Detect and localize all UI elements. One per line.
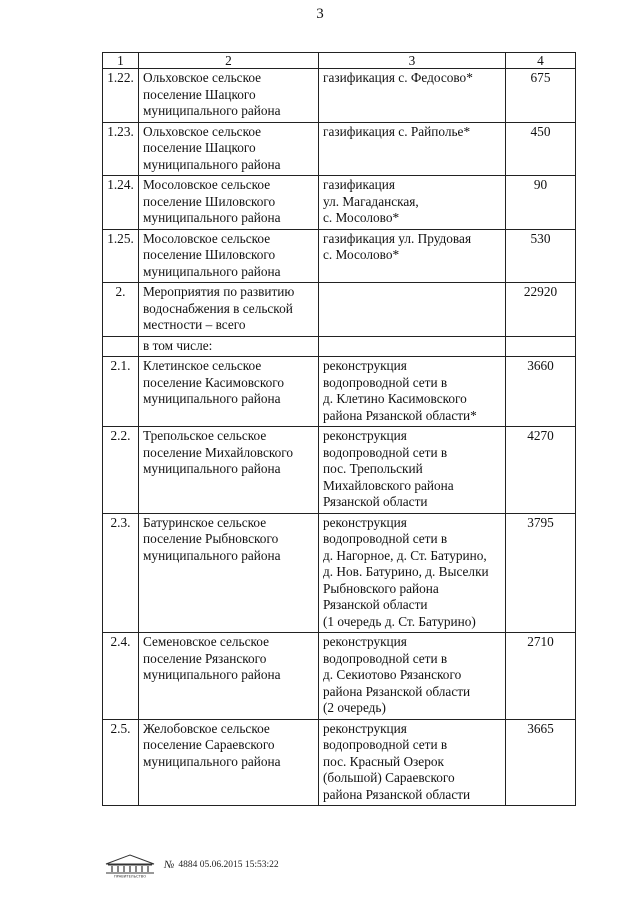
table-row <box>103 513 576 633</box>
document-number-mark: № <box>164 859 175 871</box>
cell-activity: газификация с. Федосово* <box>319 69 506 123</box>
page-number: 3 <box>316 6 324 22</box>
cell-amount: 90 <box>506 176 576 230</box>
cell-organization: Ольховское сельское поселение Шацкого муниципального района <box>139 69 319 123</box>
cell-num: 2.3. <box>103 513 139 633</box>
table-row <box>103 336 576 357</box>
cell-activity: реконструкция водопроводной сети в пос. Трепольский Михайловского района Рязанской области <box>319 427 506 514</box>
cell-activity <box>319 336 506 357</box>
cell-organization: Трепольское сельское поселение Михайловского муниципального района <box>139 427 319 514</box>
cell-activity: газификация ул. Прудовая с. Мосолово* <box>319 229 506 283</box>
header-cell-amount: 4 <box>506 53 576 69</box>
cell-organization: в том числе: <box>139 336 319 357</box>
svg-text:ПРАВИТЕЛЬСТВО: ПРАВИТЕЛЬСТВО <box>113 874 147 878</box>
table-row <box>103 427 576 514</box>
cell-num: 1.22. <box>103 69 139 123</box>
cell-amount: 4270 <box>506 427 576 514</box>
cell-num: 2.5. <box>103 719 139 806</box>
table-row <box>103 357 576 427</box>
table-row <box>103 229 576 283</box>
government-building-stamp-icon <box>102 852 158 878</box>
cell-num: 2.1. <box>103 357 139 427</box>
cell-activity: реконструкция водопроводной сети в д. Секиотово Рязанского района Рязанской области (2 очередь) <box>319 633 506 720</box>
cell-num: 1.23. <box>103 122 139 176</box>
cell-organization: Семеновское сельское поселение Рязанского муниципального района <box>139 633 319 720</box>
cell-amount: 3795 <box>506 513 576 633</box>
cell-activity: реконструкция водопроводной сети в д. Клетино Касимовского района Рязанской области* <box>319 357 506 427</box>
cell-activity: реконструкция водопроводной сети в д. Нагорное, д. Ст. Батурино, д. Нов. Батурино, д. Выселки Рыбновского района Рязанской области (1 очередь д. Ст. Батурино) <box>319 513 506 633</box>
header-cell-action: 3 <box>319 53 506 69</box>
table-row <box>103 176 576 230</box>
document-registration-info: 4884 05.06.2015 15:53:22 <box>178 860 279 870</box>
document-footer <box>102 850 279 880</box>
cell-num: 2. <box>103 283 139 337</box>
table-row <box>103 719 576 806</box>
cell-activity: реконструкция водопроводной сети в пос. Красный Озерок (большой) Сараевского района Рязанской области <box>319 719 506 806</box>
table-row <box>103 69 576 123</box>
cell-organization: Клетинское сельское поселение Касимовского муниципального района <box>139 357 319 427</box>
table-row <box>103 633 576 720</box>
cell-num <box>103 336 139 357</box>
header-cell-org: 2 <box>139 53 319 69</box>
cell-organization: Батуринское сельское поселение Рыбновского муниципального района <box>139 513 319 633</box>
table-row <box>103 283 576 337</box>
budget-table <box>102 52 576 806</box>
cell-amount: 22920 <box>506 283 576 337</box>
cell-organization: Ольховское сельское поселение Шацкого муниципального района <box>139 122 319 176</box>
header-cell-num: 1 <box>103 53 139 69</box>
cell-amount: 450 <box>506 122 576 176</box>
cell-activity: газификация с. Райполье* <box>319 122 506 176</box>
cell-num: 2.4. <box>103 633 139 720</box>
cell-amount: 2710 <box>506 633 576 720</box>
cell-organization: Мероприятия по развитию водоснабжения в сельской местности – всего <box>139 283 319 337</box>
cell-organization: Мосоловское сельское поселение Шиловского муниципального района <box>139 176 319 230</box>
cell-organization: Мосоловское сельское поселение Шиловского муниципального района <box>139 229 319 283</box>
cell-activity: газификация ул. Магаданская, с. Мосолово* <box>319 176 506 230</box>
table-header-row <box>103 53 576 69</box>
cell-amount: 530 <box>506 229 576 283</box>
cell-num: 2.2. <box>103 427 139 514</box>
cell-num: 1.24. <box>103 176 139 230</box>
cell-num: 1.25. <box>103 229 139 283</box>
table-row <box>103 122 576 176</box>
cell-amount <box>506 336 576 357</box>
cell-amount: 3665 <box>506 719 576 806</box>
cell-amount: 3660 <box>506 357 576 427</box>
cell-amount: 675 <box>506 69 576 123</box>
cell-activity <box>319 283 506 337</box>
cell-organization: Желобовское сельское поселение Сараевского муниципального района <box>139 719 319 806</box>
